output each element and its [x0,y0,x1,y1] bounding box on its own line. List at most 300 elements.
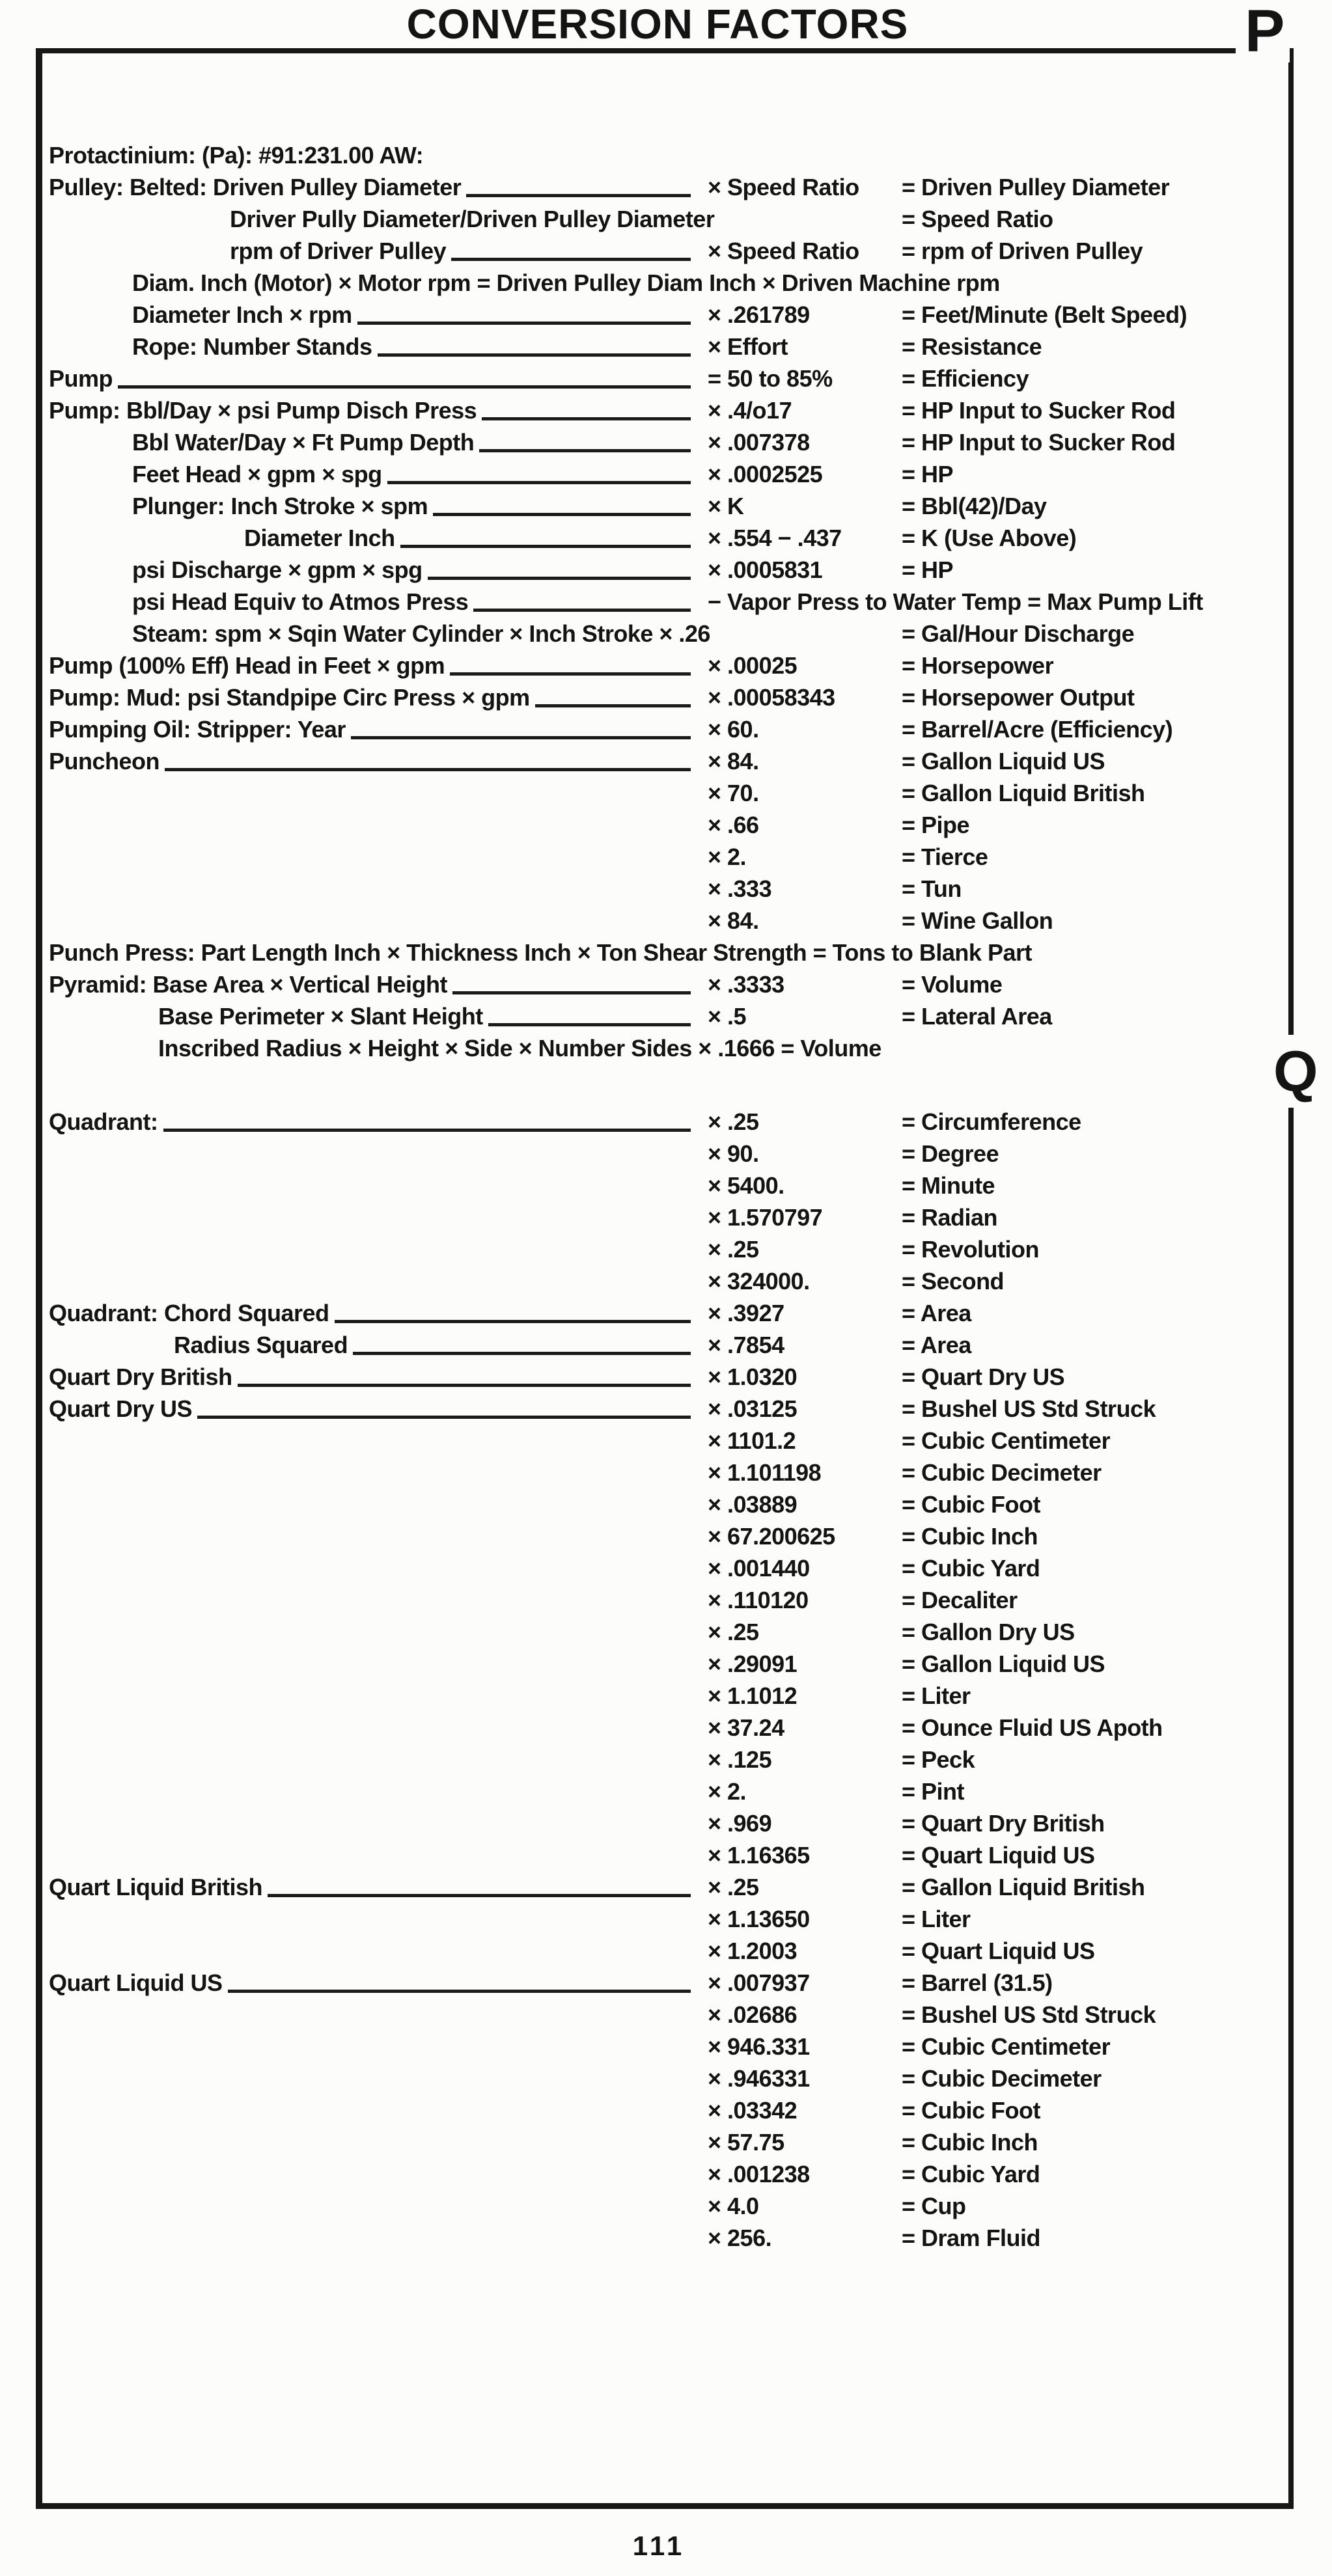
row-factor: × .946331 [708,2065,810,2092]
row-result: = Cup [902,2193,966,2219]
table-row [49,1616,1242,1648]
row-label [49,1712,708,1744]
underscore-line [163,1129,691,1132]
row-label [49,2158,708,2190]
row-label [49,1935,708,1967]
table-row [49,777,1242,809]
row-label-text: Pump (100% Eff) Head in Feet × gpm [49,652,445,679]
table-row [49,1871,1242,1903]
table-row [49,1744,1242,1775]
row-label-text: Quart Liquid British [49,1874,262,1900]
row-factor: × 67.200625 [708,1523,835,1550]
row-result: = Barrel/Acre (Efficiency) [902,716,1173,743]
row-label-text: Rope: Number Stands [132,333,372,360]
underscore-line [197,1416,691,1419]
underscore-line [400,545,691,548]
row-result: = Bushel US Std Struck [902,2001,1156,2028]
table-row [49,1425,1242,1457]
row-factor: × .03889 [708,1491,798,1518]
table-row [49,2222,1242,2254]
row-result: = Horsepower Output [902,684,1135,711]
table-row [49,1903,1242,1935]
row-factor: × Speed Ratio [708,174,859,200]
row-result: = Feet/Minute (Belt Speed) [902,301,1187,328]
row-label [49,2031,708,2062]
row-label [49,905,708,937]
row-factor: × 946.331 [708,2033,810,2060]
row-factor: × .125 [708,1746,772,1773]
row-factor [708,203,902,235]
row-factor: × .554 − .437 [708,525,842,551]
underscore-line [387,481,691,484]
row-label [49,2126,708,2158]
row-label-text: Pump: Bbl/Day × psi Pump Disch Press [49,397,477,424]
row-label [49,1520,708,1552]
table-row [49,458,1242,490]
row-label [49,1903,708,1935]
row-factor: × .03125 [708,1395,798,1422]
row-result: = Pipe [902,812,970,838]
row-label [49,1106,708,1138]
table-row [49,937,1242,968]
table-row [49,618,1242,650]
row-factor: × 1.1012 [708,1682,798,1709]
table-row [49,1361,1242,1393]
row-label [49,968,708,1000]
row-label [49,2190,708,2222]
row-result: = Lateral Area [902,1003,1052,1030]
row-result: = Speed Ratio [902,206,1053,232]
row-label-text: Pyramid: Base Area × Vertical Height [49,971,447,998]
row-result: = Bbl(42)/Day [902,493,1047,519]
row-factor: × .00058343 [708,684,835,711]
row-label [49,2222,708,2254]
row-label [49,1807,708,1839]
table-row [49,1457,1242,1488]
underscore-line [433,513,691,516]
table-row [49,650,1242,681]
table-row [49,1106,1242,1138]
table-row [49,1032,1242,1064]
row-factor: × .0002525 [708,461,823,487]
table-row [49,1297,1242,1329]
table-row [49,841,1242,873]
row-label [49,618,708,650]
table-row [49,745,1242,777]
table-row [49,426,1242,458]
row-label-text: Quart Dry British [49,1363,232,1390]
row-factor: × .3333 [708,971,784,998]
row-label-text: Plunger: Inch Stroke × spm [132,493,428,519]
row-result: = Radian [902,1204,998,1231]
table-row [49,713,1242,745]
table-row [49,1999,1242,2031]
table-row [49,363,1242,394]
row-factor: × 84. [708,748,759,774]
underscore-line [378,353,691,357]
row-label [49,1265,708,1297]
row-label-text: Steam: spm × Sqin Water Cylinder × Inch Stroke × .26 [132,620,710,647]
row-result: = Tun [902,875,962,902]
row-label-text: Quadrant: [49,1108,158,1135]
row-factor: × .29091 [708,1651,798,1677]
row-result: = Ounce Fluid US Apoth [902,1714,1163,1741]
equation-line: Protactinium: (Pa): #91:231.00 AW: [49,142,424,169]
row-result: = Wine Gallon [902,907,1053,934]
underscore-line [335,1320,691,1323]
row-factor: × K [708,493,744,519]
row-result: = Tierce [902,843,988,870]
row-label [49,1616,708,1648]
row-factor: × .969 [708,1810,772,1837]
table-row [49,1393,1242,1425]
row-label [49,426,708,458]
row-result: = Area [902,1332,971,1358]
table-row [49,1967,1242,1999]
table-row [49,1648,1242,1680]
table-row [49,968,1242,1000]
underscore-line [450,672,691,676]
row-factor: × 1.570797 [708,1204,823,1231]
row-result: = rpm of Driven Pulley [902,238,1143,264]
row-factor: × Speed Ratio [708,238,859,264]
table-row [49,905,1242,937]
row-label-text: psi Discharge × gpm × spg [132,556,423,583]
row-factor [708,618,902,650]
row-label [49,331,708,363]
equation-line: Punch Press: Part Length Inch × Thickness Inch × Ton Shear Strength = Tons to Blank Part [49,939,1032,966]
row-factor: × 90. [708,1140,759,1167]
row-result: = Decaliter [902,1587,1018,1613]
underscore-line [351,736,691,739]
row-factor: × .02686 [708,2001,798,2028]
row-factor: × .333 [708,875,772,902]
table-row [49,331,1242,363]
row-result: = Cubic Yard [902,1555,1040,1582]
row-label [49,1201,708,1233]
row-label [49,777,708,809]
row-result: = Horsepower [902,652,1054,679]
row-result: = Gallon Liquid British [902,780,1145,806]
row-label-text: Pump: Mud: psi Standpipe Circ Press × gpm [49,684,530,711]
row-factor: × 57.75 [708,2129,784,2156]
row-factor: × .00025 [708,652,798,679]
row-label [49,1552,708,1584]
underscore-line [353,1352,691,1355]
row-factor: × .001440 [708,1555,810,1582]
equation-line: Inscribed Radius × Height × Side × Number Sides × .1666 = Volume [158,1035,881,1062]
row-result: = Second [902,1268,1005,1295]
row-factor: × 1.0320 [708,1363,798,1390]
row-result: = Volume [902,971,1003,998]
row-result: = HP Input to Sucker Rod [902,397,1176,424]
row-label [49,1871,708,1903]
row-factor: × .4/o17 [708,397,792,424]
underscore-line [488,1023,691,1026]
row-label [49,745,708,777]
row-label [49,1170,708,1201]
row-label-text: Base Perimeter × Slant Height [158,1003,483,1030]
row-factor: × 2. [708,843,747,870]
row-label [49,1839,708,1871]
row-label-text: Bbl Water/Day × Ft Pump Depth [132,429,475,456]
row-label [49,1361,708,1393]
table-row [49,1584,1242,1616]
section-letter-p: P [1236,0,1290,62]
underscore-line [466,194,691,197]
table-row [49,1775,1242,1807]
row-label-text: Pump [49,365,113,392]
row-factor: × 324000. [708,1268,810,1295]
row-label [49,1393,708,1425]
row-result: = Minute [902,1172,995,1199]
row-result: = Liter [902,1906,971,1932]
row-factor: − Vapor Press to Water Temp = Max Pump Lift [708,588,1203,615]
table-row [49,2126,1242,2158]
row-label [49,1138,708,1170]
row-factor: × .7854 [708,1332,784,1358]
table-row [49,1712,1242,1744]
section-letter-q: Q [1266,1035,1320,1108]
table-row [49,873,1242,905]
table-row [49,1520,1242,1552]
row-label [49,203,715,235]
row-label [49,458,708,490]
row-factor: × .110120 [708,1587,809,1613]
row-label-text: Diameter Inch [244,525,395,551]
row-label [49,1680,708,1712]
row-factor: × 256. [708,2225,772,2251]
row-label [49,171,708,203]
row-label [49,1584,708,1616]
table-row [49,1680,1242,1712]
row-factor: × 1.2003 [708,1938,798,1964]
row-factor: × .25 [708,1874,759,1900]
row-label-text: Driver Pully Diameter/Driven Pulley Diameter [230,206,715,232]
row-result: = Quart Liquid US [902,1938,1095,1964]
underscore-line [482,417,691,420]
row-factor: × .261789 [708,301,810,328]
row-factor: × 37.24 [708,1714,784,1741]
row-factor: × 1101.2 [708,1427,796,1454]
table-row [49,522,1242,554]
underscore-line [479,449,691,452]
table-row [49,139,1242,171]
row-factor: × .25 [708,1108,759,1135]
row-result: = Area [902,1300,971,1326]
row-factor: × 70. [708,780,759,806]
row-label-text: Quadrant: Chord Squared [49,1300,329,1326]
underscore-line [238,1384,691,1387]
table-row [49,1552,1242,1584]
row-factor: × 2. [708,1778,747,1805]
row-factor: × 84. [708,907,759,934]
underscore-line [473,609,691,612]
row-label-text: Quart Liquid US [49,1969,223,1996]
underscore-line [535,704,691,707]
row-factor: × .001238 [708,2161,810,2187]
row-label [49,841,708,873]
table-row [49,554,1242,586]
row-label [49,490,708,522]
row-label [49,363,708,394]
table-row [49,1935,1242,1967]
row-result: = K (Use Above) [902,525,1077,551]
row-label-text: Pulley: Belted: Driven Pulley Diameter [49,174,462,200]
row-factor: × 60. [708,716,759,743]
row-label-text: Diameter Inch × rpm [132,301,352,328]
row-result: = Driven Pulley Diameter [902,174,1170,200]
row-factor: × 5400. [708,1172,784,1199]
row-label [49,1457,708,1488]
table-row [49,203,1242,235]
row-label-text: psi Head Equiv to Atmos Press [132,588,469,615]
row-factor: × .03342 [708,2097,798,2124]
row-result: = Circumference [902,1108,1081,1135]
row-factor: × 1.16365 [708,1842,810,1869]
table-row [49,2190,1242,2222]
table-row [49,2158,1242,2190]
underscore-line [118,385,691,389]
row-result: = Dram Fluid [902,2225,1041,2251]
row-factor: × .3927 [708,1300,784,1326]
row-result: = Peck [902,1746,975,1773]
table-row [49,394,1242,426]
row-label [49,1967,708,1999]
table-row [49,1138,1242,1170]
row-result: = HP Input to Sucker Rod [902,429,1176,456]
underscore-line [357,322,691,325]
row-label [49,1233,708,1265]
underscore-line [451,258,691,261]
row-result: = HP [902,556,954,583]
row-result: = Cubic Foot [902,2097,1040,2124]
row-label [49,394,708,426]
row-result: = Cubic Inch [902,1523,1038,1550]
conversion-table [49,139,1242,2254]
row-label [49,586,708,618]
row-label-text: Quart Dry US [49,1395,193,1422]
row-label [49,681,708,713]
row-label [49,1000,708,1032]
row-label [49,299,708,331]
table-row [49,1329,1242,1361]
table-row [49,1807,1242,1839]
underscore-line [428,577,691,580]
row-label-text: rpm of Driver Pulley [230,238,447,264]
row-result: = Cubic Centimeter [902,2033,1111,2060]
row-result: = Gallon Liquid US [902,748,1105,774]
row-label [49,650,708,681]
row-result: = Degree [902,1140,999,1167]
row-label [49,1297,708,1329]
table-row [49,490,1242,522]
row-label [49,1425,708,1457]
table-row [49,1201,1242,1233]
table-row [49,235,1242,267]
table-row [49,809,1242,841]
row-factor: × .0005831 [708,556,823,583]
table-row [49,1233,1242,1265]
row-result: = Cubic Inch [902,2129,1038,2156]
row-label [49,522,708,554]
row-label [49,1329,708,1361]
table-row [49,2062,1242,2094]
row-label-text: Feet Head × gpm × spg [132,461,382,487]
row-result: = Barrel (31.5) [902,1969,1053,1996]
table-row [49,586,1242,618]
row-label [49,1648,708,1680]
underscore-line [165,768,691,771]
table-row [49,1170,1242,1201]
row-factor: × .007378 [708,429,810,456]
underscore-line [228,1990,691,1993]
row-result: = Pint [902,1778,965,1805]
row-label [49,873,708,905]
row-result: = Quart Dry US [902,1363,1065,1390]
row-result: = Cubic Decimeter [902,2065,1102,2092]
row-result: = HP [902,461,954,487]
row-factor: × .66 [708,812,759,838]
row-result: = Cubic Foot [902,1491,1040,1518]
row-label [49,1999,708,2031]
table-row [49,1488,1242,1520]
row-label-text: Puncheon [49,748,160,774]
row-label [49,554,708,586]
row-label [49,713,708,745]
page-number: 111 [632,2530,686,2561]
row-result: = Revolution [902,1236,1040,1263]
row-factor: × .007937 [708,1969,810,1996]
table-row [49,1265,1242,1297]
row-result: = Quart Liquid US [902,1842,1095,1869]
row-result: = Gallon Liquid US [902,1651,1105,1677]
equation-line: Diam. Inch (Motor) × Motor rpm = Driven Pulley Diam Inch × Driven Machine rpm [132,269,1000,296]
row-result: = Quart Dry British [902,1810,1105,1837]
table-row [49,171,1242,203]
row-factor: × .5 [708,1003,747,1030]
row-factor: × .25 [708,1236,759,1263]
underscore-line [452,991,691,994]
row-factor: = 50 to 85% [708,365,833,392]
row-factor: × .25 [708,1619,759,1645]
row-result: = Efficiency [902,365,1029,392]
row-label [49,2062,708,2094]
underscore-line [268,1894,691,1897]
page-title: CONVERSION FACTORS [387,0,928,48]
row-result: = Gal/Hour Discharge [902,620,1135,647]
row-factor: × Effort [708,333,788,360]
row-label [49,235,708,267]
table-row [49,2031,1242,2062]
row-result: = Cubic Yard [902,2161,1040,2187]
table-row [49,1000,1242,1032]
row-label [49,1488,708,1520]
row-factor: × 1.13650 [708,1906,810,1932]
table-row [49,267,1242,299]
row-result: = Cubic Centimeter [902,1427,1111,1454]
row-label [49,1744,708,1775]
row-result: = Cubic Decimeter [902,1459,1102,1486]
row-label-text: Radius Squared [174,1332,348,1358]
row-factor: × 1.101198 [708,1459,822,1486]
row-result: = Resistance [902,333,1042,360]
row-factor: × 4.0 [708,2193,759,2219]
table-row [49,2094,1242,2126]
row-result: = Liter [902,1682,971,1709]
row-label [49,809,708,841]
table-row [49,299,1242,331]
